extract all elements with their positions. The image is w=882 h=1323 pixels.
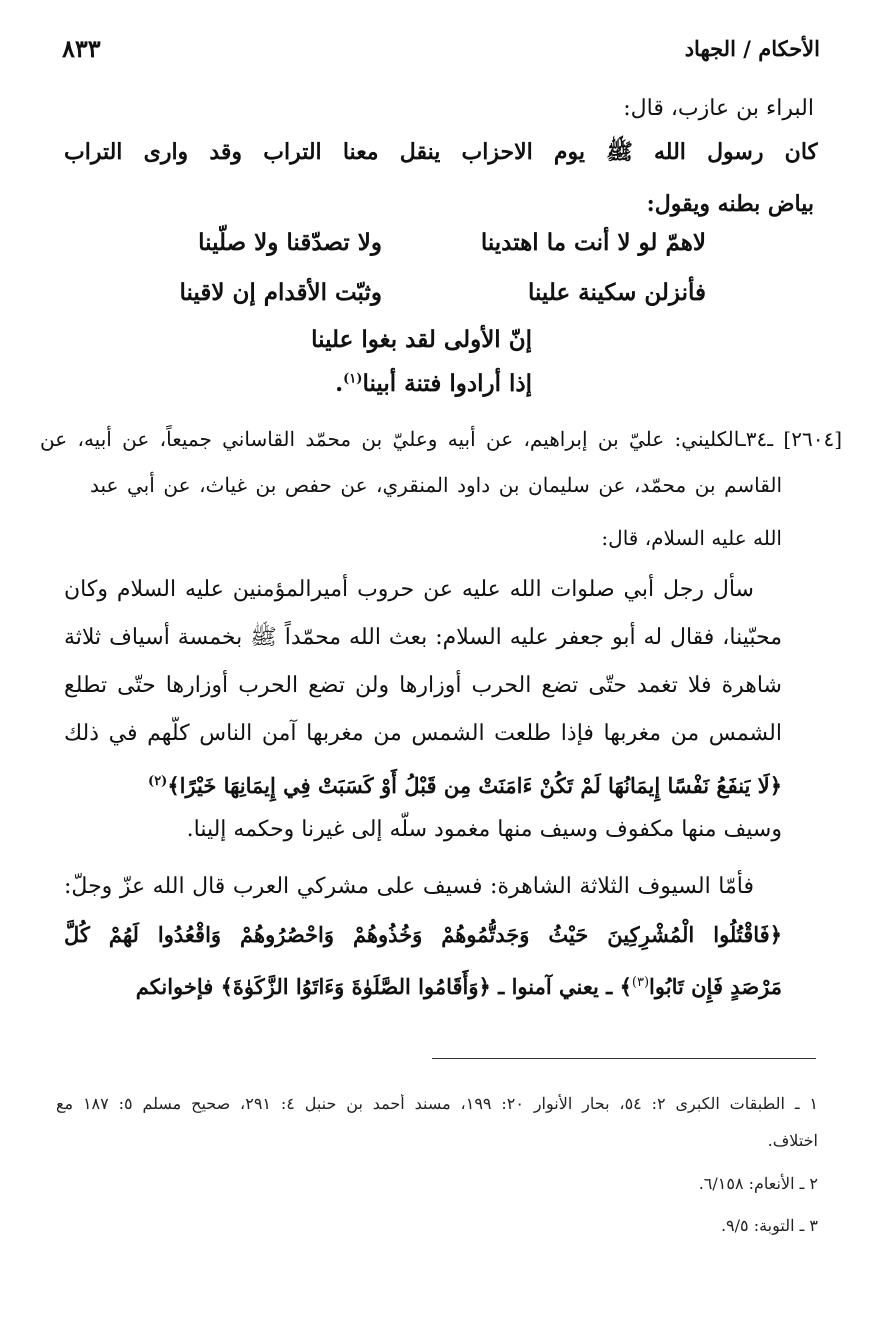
text-line-1: البراء بن عازب، قال:	[623, 96, 814, 121]
footnote-divider	[432, 1058, 816, 1059]
hadith-chain-line-2: القاسم بن محمّد، عن سليمان بن داود المنقري، عن حفص بن غياث، عن أبي عبد	[90, 473, 782, 497]
poem-verse-4-text: إذا أرادوا فتنة أبينا	[362, 370, 532, 397]
footnote-ref-2: (٢)	[148, 774, 168, 789]
poem-verse-4-end: .	[335, 370, 344, 397]
running-header: الأحكام / الجهاد	[684, 36, 820, 61]
footnote-1-cont: اختلاف.	[767, 1131, 818, 1150]
hadith-text-line-7: فأمّا السيوف الثلاثة الشاهرة: فسيف على مشركي العرب قال الله عزّ وجلّ:	[64, 874, 754, 899]
quran-verse-3	[136, 966, 782, 1004]
quran-verse-3a: مَرْصَدٍ فَإِن تَابُوا	[649, 974, 782, 999]
footnote-2: ٢ ـ الأنعام: ٦/١٥٨.	[698, 1174, 818, 1193]
hadith-text-line-2: محبّينا، فقال له أبو جعفر عليه السلام: بعث الله محمّداً ﷺ بخمسة أسياف ثلاثة	[64, 625, 782, 650]
text-line-2: كان رسول الله ﷺ يوم الاحزاب ينقل معنا التراب وقد وارى التراب	[64, 139, 818, 165]
quran-verse-1-text: ﴿لَا يَنفَعُ نَفْسًا إِيمَانُهَا لَمْ تَكُنْ ءَامَنَتْ مِن قَبْلُ أَوْ كَسَبَتْ فِي إِيمَانِهَا خَيْرًا﴾	[167, 773, 782, 798]
poem-verse-1-right: لاهمّ لو لا أنت ما اهتدينا	[480, 229, 706, 256]
hadith-chain-line-3: الله عليه السلام، قال:	[601, 526, 782, 550]
quran-verse-1	[148, 765, 782, 803]
hadith-chain-line-1: [٢٦٠٤] ـ٣٤ـالكليني: عليّ بن إبراهيم، عن أبيه وعليّ بن محمّد القاساني جميعاً، عن أبيه، عن	[40, 427, 842, 451]
page-number: ٨٣٣	[62, 34, 101, 63]
quran-verse-3b: ﴾ ـ يعني آمنوا ـ ﴿وَأَقَامُوا الصَّلَوٰةَ وَءَاتَوُا الزَّكَوٰةَ﴾ فإخوانكم	[135, 974, 632, 999]
hadith-text-line-4: الشمس من مغربها فإذا طلعت الشمس من مغربها آمن الناس كلّهم في ذلك	[64, 721, 782, 746]
hadith-text-line-3: شاهرة فلا تغمد حتّى تضع الحرب أوزارها ولن تضع الحرب أوزارها حتّى تطلع	[64, 673, 782, 698]
footnote-3: ٣ ـ التوبة: ٩/٥.	[720, 1216, 818, 1235]
footnote-ref-1: (١)	[343, 371, 363, 387]
poem-verse-1-left: ولا تصدّقنا ولا صلّينا	[198, 229, 382, 256]
poem-verse-2-left: وثبّت الأقدام إن لاقينا	[179, 279, 382, 306]
text-line-3: بياض بطنه ويقول:	[646, 191, 814, 217]
quran-verse-2: ﴿فَاقْتُلُوا الْمُشْرِكِينَ حَيْثُ وَجَدتُّمُوهُمْ وَخُذُوهُمْ وَاحْصُرُوهُمْ وَاقْعُدُوا لَهُمْ كُلَّ	[64, 922, 782, 947]
poem-verse-4	[335, 370, 532, 397]
footnote-1: ١ ـ الطبقات الكبرى ٢: ٥٤، بحار الأنوار ٢٠: ١٩٩، مسند أحمد بن حنبل ٤: ٢٩١، صحيح مسلم ٥: ١٨٧ مع	[56, 1094, 818, 1113]
hadith-text-line-1: سأل رجل أبي صلوات الله عليه عن حروب أميرالمؤمنين عليه السلام وكان	[64, 577, 754, 602]
poem-verse-3: إنّ الأولى لقد بغوا علينا	[311, 326, 532, 353]
footnote-ref-3: (٣)	[631, 975, 650, 990]
poem-verse-2-right: فأنزلن سكينة علينا	[527, 279, 706, 306]
hadith-text-line-6: وسيف منها مكفوف وسيف منها مغمود سلّه إلى غيرنا وحكمه إلينا.	[186, 817, 782, 842]
